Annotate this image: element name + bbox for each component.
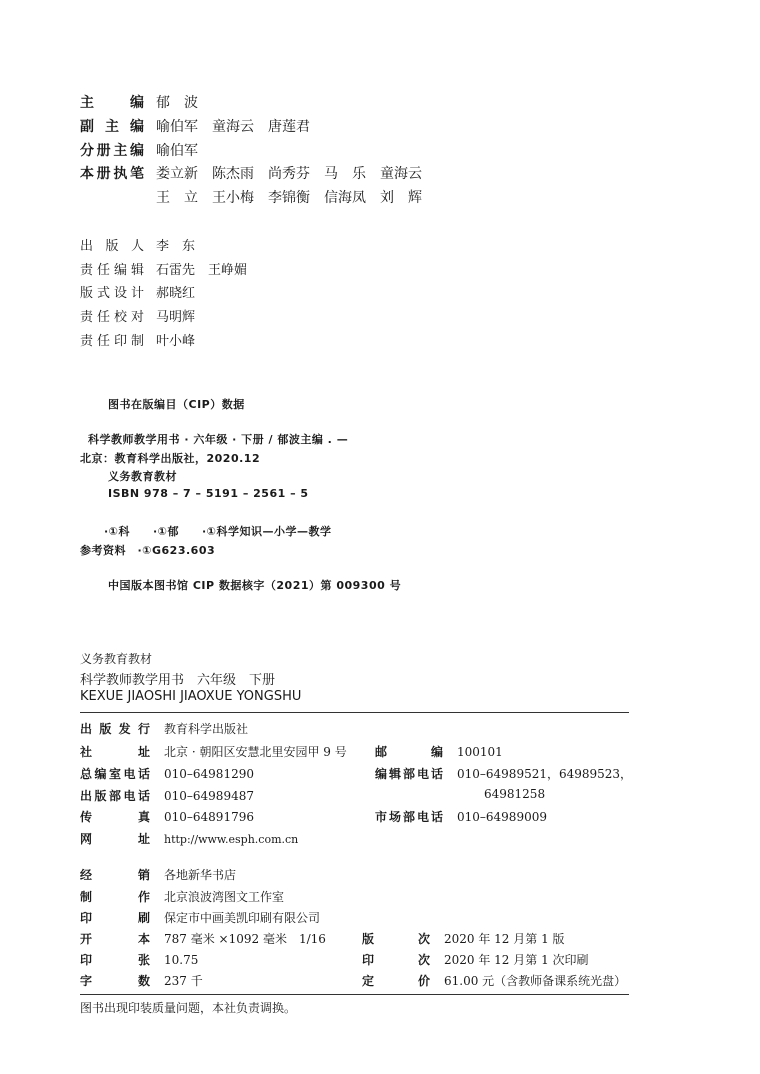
info-value: 010–64989009 xyxy=(457,810,547,824)
editor-value: 喻伯军 xyxy=(156,143,198,159)
info-value: 2020 年 12 月第 1 次印刷 xyxy=(444,953,589,967)
footer-note: 图书出现印装质量问题，本社负责调换。 xyxy=(80,1001,297,1015)
staff-row xyxy=(80,235,195,254)
info-label: 传 真 xyxy=(80,810,150,824)
staff-label: 版式设计 xyxy=(80,286,144,301)
staff-label: 责任印制 xyxy=(80,334,144,349)
staff-value: 石雷先 王峥媚 xyxy=(156,263,248,278)
info-label: 经 销 xyxy=(80,868,150,882)
editor-value: 喻伯军 童海云 唐莲君 xyxy=(156,119,310,135)
editor-label: 主 编 xyxy=(80,95,144,111)
info-label: 版 次 xyxy=(362,932,430,946)
info-value: 010–64891796 xyxy=(164,810,254,824)
info-row xyxy=(80,720,248,737)
info-label: 出 版 发 行 xyxy=(80,722,150,736)
info-label: 市场部电话 xyxy=(375,810,443,824)
editor-row xyxy=(80,116,310,136)
editor-label: 分册主编 xyxy=(80,143,144,159)
info-label: 印 张 xyxy=(80,953,150,967)
info-label: 定 价 xyxy=(362,974,430,988)
divider-top xyxy=(80,712,629,713)
editor-label: 副 主 编 xyxy=(80,119,144,135)
editor-row xyxy=(80,163,422,183)
info-value-cont: 64981258 xyxy=(484,787,546,801)
cip-line: 参考资料 ·①G623.603 xyxy=(80,544,216,557)
editor-continuation: 王 立 王小梅 李锦衡 信海凤 刘 辉 xyxy=(156,190,422,206)
info-value: 237 千 xyxy=(164,974,203,988)
info-row xyxy=(80,972,203,989)
info-row xyxy=(362,972,626,989)
info-row xyxy=(80,743,347,760)
info-label: 邮 编 xyxy=(375,745,443,759)
info-row xyxy=(80,830,298,847)
info-label: 编辑部电话 xyxy=(375,767,443,781)
cip-line: 义务教育教材 xyxy=(108,470,177,483)
staff-value: 叶小峰 xyxy=(156,334,196,349)
info-row xyxy=(80,951,198,968)
staff-label: 出 版 人 xyxy=(80,239,144,254)
editor-value: 郁 波 xyxy=(156,95,198,111)
staff-row xyxy=(80,282,195,301)
staff-row xyxy=(80,306,195,325)
info-label: 印 刷 xyxy=(80,911,150,925)
info-value: 10.75 xyxy=(164,953,199,967)
book-title: 科学教师教学用书 六年级 下册 xyxy=(80,673,276,688)
info-value: 010–64989487 xyxy=(164,789,254,803)
staff-value: 郝晓红 xyxy=(156,286,196,301)
book-pinyin: KEXUE JIAOSHI JIAOXUE YONGSHU xyxy=(80,689,302,704)
info-value: 教育科学出版社 xyxy=(164,722,249,736)
info-row xyxy=(375,808,547,825)
info-row xyxy=(80,765,254,782)
info-label: 字 数 xyxy=(80,974,150,988)
info-row xyxy=(362,951,589,968)
divider-bottom xyxy=(80,994,629,995)
info-label: 出版部电话 xyxy=(80,789,150,803)
info-value: 各地新华书店 xyxy=(164,868,237,882)
info-row xyxy=(362,930,565,947)
cip-line: 中国版本图书馆 CIP 数据核字（2021）第 009300 号 xyxy=(108,579,402,592)
website-value: http://www.esph.com.cn xyxy=(164,833,299,846)
cip-line: ISBN 978 – 7 – 5191 – 2561 – 5 xyxy=(108,487,309,500)
staff-label: 责任编辑 xyxy=(80,263,144,278)
staff-value: 马明辉 xyxy=(156,310,196,325)
info-row xyxy=(80,909,320,926)
cip-line: 科学教师教学用书 · 六年级 · 下册 / 郁波主编 . — xyxy=(88,433,349,446)
editor-row xyxy=(80,140,198,160)
info-value: 北京浪波湾图文工作室 xyxy=(164,890,285,904)
info-row xyxy=(80,866,236,883)
editor-label: 本册执笔 xyxy=(80,166,144,182)
info-value: 2020 年 12 月第 1 版 xyxy=(444,932,565,946)
info-label: 印 次 xyxy=(362,953,430,967)
info-row xyxy=(80,808,254,825)
book-series: 义务教育教材 xyxy=(80,652,153,666)
info-label: 制 作 xyxy=(80,890,150,904)
editor-value: 娄立新 陈杰雨 尚秀芬 马 乐 童海云 xyxy=(156,166,422,182)
info-value: 北京 · 朝阳区安慧北里安园甲 9 号 xyxy=(164,745,347,759)
info-value: 010–64981290 xyxy=(164,767,254,781)
info-label: 社 址 xyxy=(80,745,150,759)
staff-row xyxy=(80,330,195,349)
info-row xyxy=(375,765,632,782)
info-row xyxy=(80,888,284,905)
staff-label: 责任校对 xyxy=(80,310,144,325)
cip-line: ·①科 ·①郁 ·①科学知识—小学—教学 xyxy=(104,525,332,538)
info-label: 总编室电话 xyxy=(80,767,150,781)
info-row xyxy=(80,930,326,947)
info-value: 100101 xyxy=(457,745,503,759)
staff-value: 李 东 xyxy=(156,239,196,254)
info-label: 开 本 xyxy=(80,932,150,946)
info-value: 787 毫米 ×1092 毫米 1/16 xyxy=(164,932,326,946)
info-row xyxy=(375,743,503,760)
editor-row xyxy=(80,92,198,112)
info-value: 保定市中画美凯印刷有限公司 xyxy=(164,911,321,925)
cip-line: 北京：教育科学出版社，2020.12 xyxy=(80,452,261,465)
info-value: 61.00 元（含教师备课系统光盘） xyxy=(444,974,627,988)
info-label: 网 址 xyxy=(80,832,150,846)
info-row xyxy=(80,787,254,804)
info-value: 010–64989521，64989523， xyxy=(457,767,633,781)
cip-title: 图书在版编目（CIP）数据 xyxy=(108,398,245,411)
staff-row xyxy=(80,259,247,278)
